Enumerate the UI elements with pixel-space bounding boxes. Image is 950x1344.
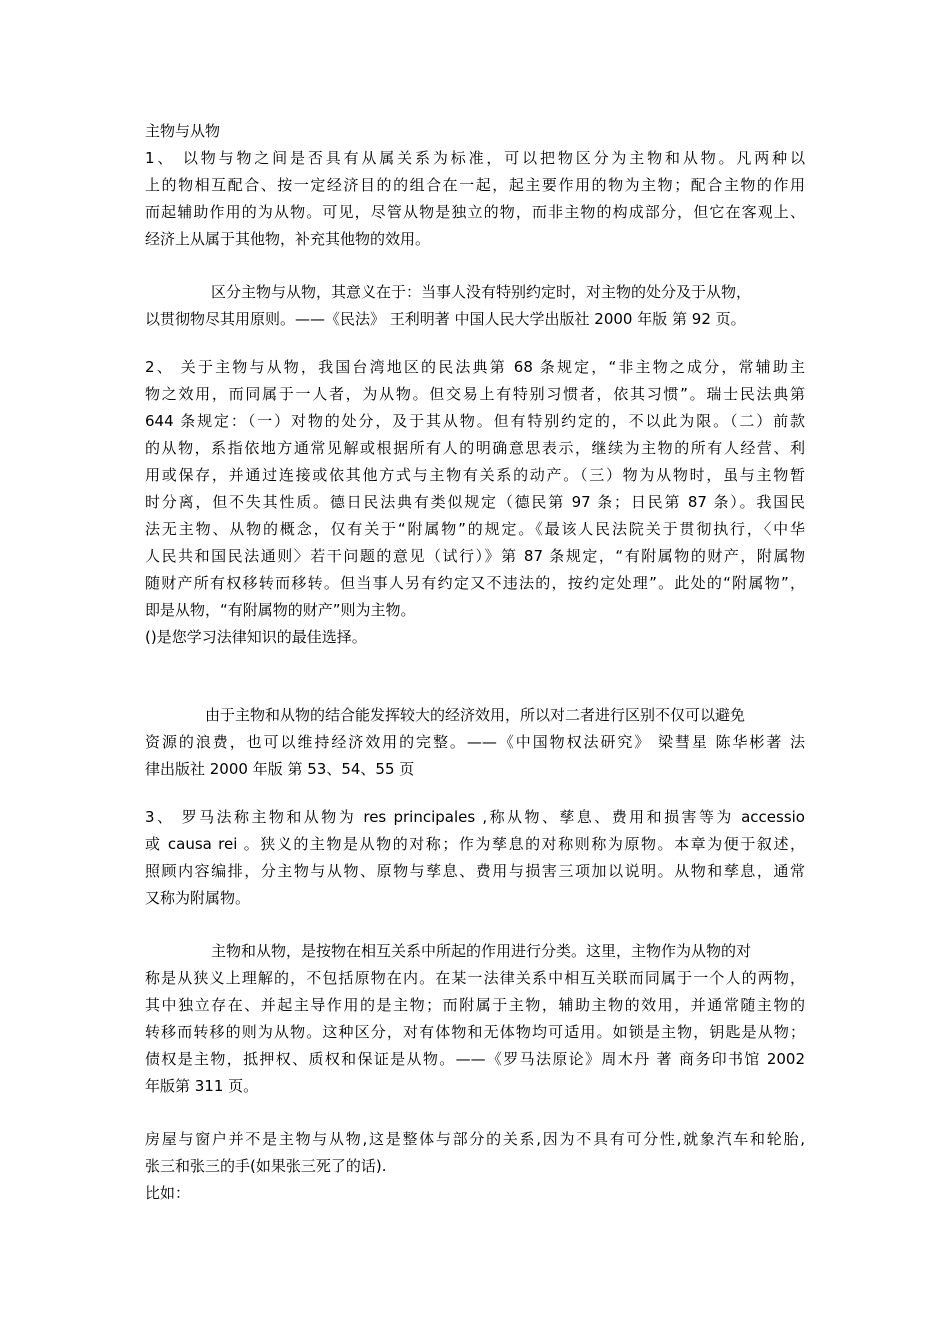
section3-para2-line-5: 债权是主物，抵押权、质权和保证是从物。——《罗马法原论》周木丹 著 商务印书馆 2002 [145, 1050, 805, 1068]
section3-para2-line-1: 主物和从物，是按物在相互关系中所起的作用进行分类。这里，主物作为从物的对 [211, 942, 752, 960]
section2-para2-line-2: 资源的浪费，也可以维持经济效用的完整。——《中国物权法研究》 梁彗星 陈华彬著 法 [145, 733, 805, 751]
closing-line-2: 张三和张三的手(如果张三死了的话). [145, 1157, 387, 1175]
section3-line-3: 照顾内容编排，分主物与从物、原物与孳息、费用与损害三项加以说明。从物和孳息，通常 [145, 862, 805, 880]
document-title: 主物与从物 [145, 122, 221, 140]
section3-line-4: 又称为附属物。 [145, 889, 251, 907]
section3-para2-line-6: 年版第 311 页。 [145, 1077, 259, 1095]
section2-line-9: 随财产所有权移转而移转。但当事人另有约定又不违法的，按约定处理”。此处的“附属物”， [145, 574, 805, 592]
section2-para2-line-1: 由于主物和从物的结合能发挥较大的经济效用，所以对二者进行区别不仅可以避免 [205, 706, 746, 724]
section3-para2-line-4: 转移而转移的则为从物。这种区分，对有体物和无体物均可适用。如锁是主物，钥匙是从物； [145, 1023, 805, 1041]
section2-line-6: 时分离，但不失其性质。德日民法典有类似规定（德民第 97 条；日民第 87 条）。我国民 [145, 493, 805, 511]
section2-line-11: ()是您学习法律知识的最佳选择。 [145, 628, 367, 646]
section1-para2-line-1: 区分主物与从物，其意义在于：当事人没有特别约定时，对主物的处分及于从物， [211, 283, 752, 301]
section2-line-4: 的从物，系指依地方通常见解或根据所有人的明确意思表示，继续为主物的所有人经营、利 [145, 439, 805, 457]
section2-line-10: 即是从物，“有附属物的财产”则为主物。 [145, 601, 416, 619]
section2-line-3: 644 条规定：（一）对物的处分，及于其从物。但有特别约定的，不以此为限。（二）前款 [145, 412, 805, 430]
section2-line-1: 2、 关于主物与从物，我国台湾地区的民法典第 68 条规定，“非主物之成分，常辅助主 [145, 358, 805, 376]
section2-line-2: 物之效用，而同属于一人者，为从物。但交易上有特别习惯者，依其习惯”。瑞士民法典第 [145, 385, 805, 403]
section2-line-8: 人民共和国民法通则〉若干问题的意见（试行）》第 87 条规定，“有附属物的财产，附属物 [145, 547, 805, 565]
section3-line-2: 或 causa rei 。狭义的主物是从物的对称；作为孳息的对称则称为原物。本章为便于叙述， [145, 835, 805, 853]
section3-para2-line-2: 称是从狭义上理解的，不包括原物在内。在某一法律关系中相互关联而同属于一个人的两物， [145, 969, 805, 987]
closing-line-1: 房屋与窗户并不是主物与从物,这是整体与部分的关系,因为不具有可分性,就象汽车和轮胎, [145, 1130, 805, 1148]
section3-line-1: 3、 罗马法称主物和从物为 res principales ,称从物、孳息、费用和损害等为 accessio [145, 808, 805, 826]
section2-para2-line-3: 律出版社 2000 年版 第 53、54、55 页 [145, 760, 415, 778]
section1-line-3: 而起辅助作用的为从物。可见，尽管从物是独立的物，而非主物的构成部分，但它在客观上、 [145, 203, 805, 221]
closing-line-3: 比如： [145, 1184, 191, 1202]
section1-para2-line-2: 以贯彻物尽其用原则。——《民法》 王利明著 中国人民大学出版社 2000 年版 第 92 页。 [145, 310, 746, 328]
section3-para2-line-3: 其中独立存在、并起主导作用的是主物；而附属于主物，辅助主物的效用，并通常随主物的 [145, 996, 805, 1014]
section1-line-2: 上的物相互配合、按一定经济目的的组合在一起，起主要作用的物为主物；配合主物的作用 [145, 176, 805, 194]
section2-line-7: 法无主物、从物的概念，仅有关于“附属物”的规定。《最该人民法院关于贯彻执行，〈中华 [145, 520, 805, 538]
section2-line-5: 用或保存，并通过连接或依其他方式与主物有关系的动产。（三）物为从物时，虽与主物暂 [145, 466, 805, 484]
section1-line-4: 经济上从属于其他物，补充其他物的效用。 [145, 230, 431, 248]
section1-line-1: 1、 以物与物之间是否具有从属关系为标准，可以把物区分为主物和从物。凡两种以 [145, 149, 805, 167]
